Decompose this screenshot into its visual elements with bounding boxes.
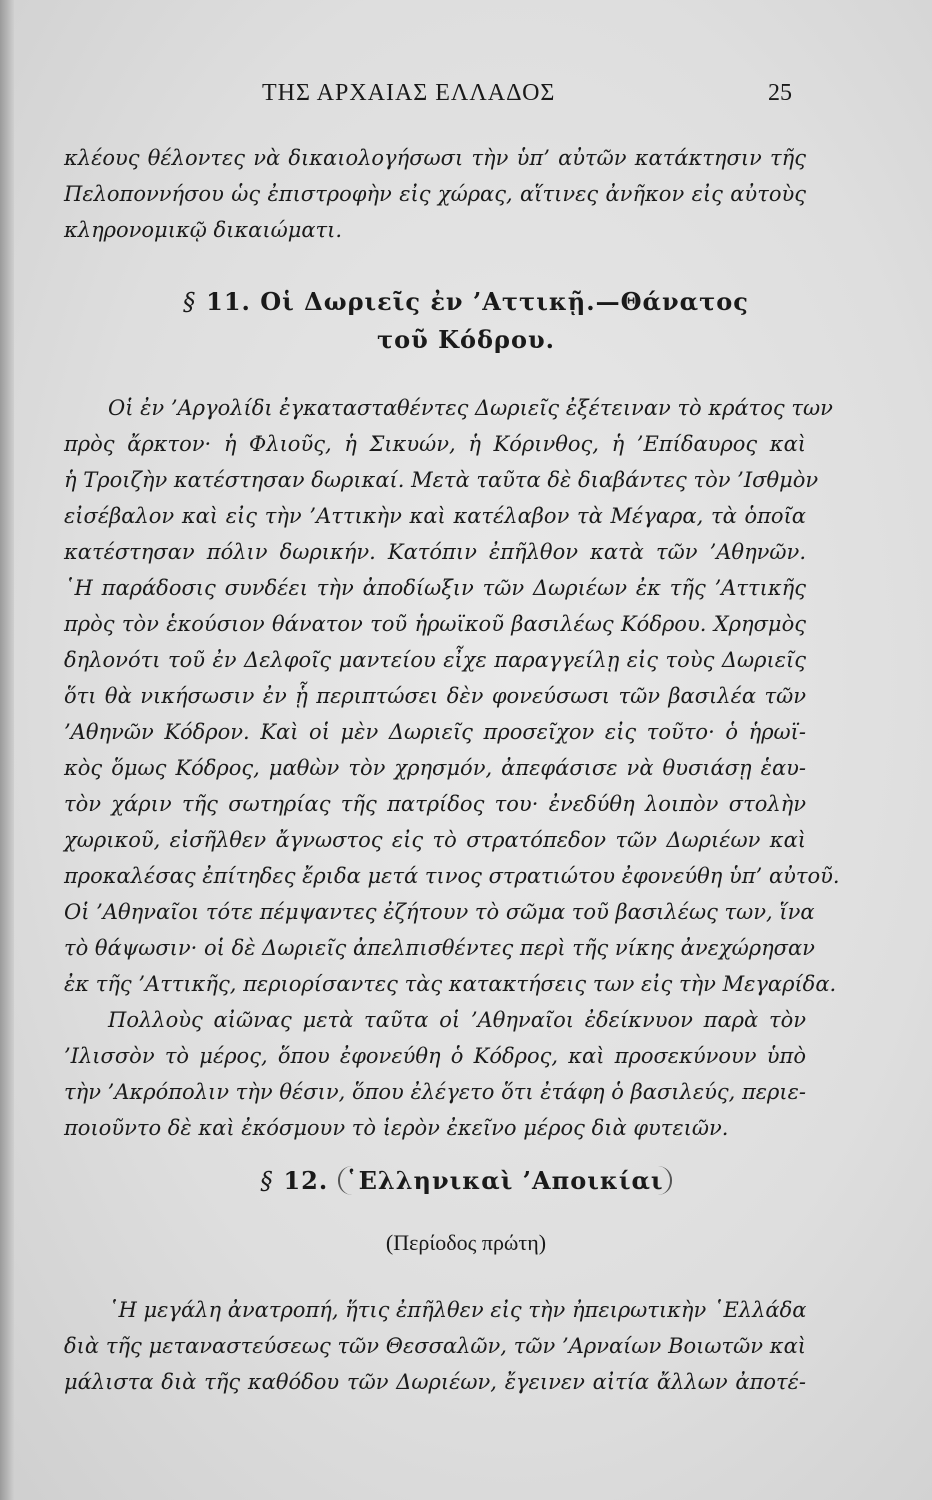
text-line: κὸς ὅμως Κόδρος, μαθὼν τὸν χρησμόν, ἀπεφάσισε νὰ θυσιάσῃ ἑαυ- (64, 756, 806, 780)
text-line: ῾Η μεγάλη ἀνατροπή, ἥτις ἐπῆλθεν εἰς τὴν ἠπειρωτικὴν ῾Ελλάδα (108, 1298, 807, 1322)
running-title: ΤΗΣ ΑΡΧΑΙΑΣ ΕΛΛΑΔΟΣ (262, 80, 556, 106)
page-number: 25 (768, 80, 792, 106)
text-line: χωρικοῦ, εἰσῆλθεν ἄγνωστος εἰς τὸ στρατόπεδον τῶν Δωριέων καὶ (64, 828, 806, 852)
text-line: κατέστησαν πόλιν δωρικήν. Κατόπιν ἐπῆλθον κατὰ τῶν ’Αθηνῶν. (64, 540, 806, 564)
text-line: ’Ιλισσὸν τὸ μέρος, ὅπου ἐφονεύθη ὁ Κόδρος, καὶ προσεκύνουν ὑπὸ (64, 1044, 806, 1068)
text-line: κληρονομικῷ δικαιώματι. (64, 218, 343, 242)
text-line: τὴν ’Ακρόπολιν τὴν θέσιν, ὅπου ἐλέγετο ὅτι ἐτάφη ὁ βασιλεύς, περιε- (64, 1080, 806, 1104)
text-line: ποιοῦντο δὲ καὶ ἐκόσμουν τὸ ἱερὸν ἐκεῖνο μέρος διὰ φυτειῶν. (64, 1116, 729, 1140)
section-sign: § (183, 288, 197, 316)
section-sign: § (260, 1167, 274, 1195)
section-12-subtitle: (Περίοδος πρώτη) (385, 1230, 547, 1255)
section-12-number: 12. (283, 1166, 329, 1195)
text-line: διὰ τῆς μεταναστεύσεως τῶν Θεσσαλῶν, τῶν ’Αρναίων Βοιωτῶν καὶ (64, 1334, 806, 1358)
paragraph-section-12 (64, 1292, 806, 1400)
section-12-title: ῾Ελληνικαὶ ’Αποικίαι (338, 1166, 672, 1195)
text-line: δηλονότι τοῦ ἐν Δελφοῖς μαντείου εἶχε παραγγείλῃ εἰς τοὺς Δωριεῖς (64, 648, 806, 672)
section-11-title-line1: 11. Οἱ Δωριεῖς ἐν ’Αττικῇ.—Θάνατος (206, 287, 749, 316)
section-11-title-line2: τοῦ Κόδρου. (376, 325, 555, 354)
section-12-heading (0, 1166, 932, 1195)
text-line: ἐκ τῆς ’Αττικῆς, περιορίσαντες τὰς κατακτήσεις των εἰς τὴν Μεγαρίδα. (64, 972, 837, 996)
text-line: ῾Η παράδοσις συνδέει τὴν ἀποδίωξιν τῶν Δωριέων ἐκ τῆς ’Αττικῆς (64, 576, 806, 600)
text-line: Οἱ ἐν ’Αργολίδι ἐγκατασταθέντες Δωριεῖς ἐξέτειναν τὸ κράτος των (108, 396, 833, 420)
text-line: τὸ θάψωσιν· οἱ δὲ Δωριεῖς ἀπελπισθέντες περὶ τῆς νίκης ἀνεχώρησαν (64, 936, 815, 960)
page-spine-shadow (0, 0, 14, 1500)
text-line: ὅτι θὰ νικήσωσιν ἐν ᾗ περιπτώσει δὲν φονεύσωσι τῶν βασιλέα τῶν (64, 684, 806, 708)
text-line: Οἱ ’Αθηναῖοι τότε πέμψαντες ἐζήτουν τὸ σῶμα τοῦ βασιλέως των, ἵνα (64, 900, 815, 924)
text-line: προκαλέσας ἐπίτηδες ἔριδα μετά τινος στρατιώτου ἐφονεύθη ὑπ’ αὐτοῦ. (64, 864, 840, 888)
text-line: πρὸς τὸν ἑκούσιον θάνατον τοῦ ἡρωϊκοῦ βασιλέως Κόδρου. Χρησμὸς (64, 612, 806, 636)
section-11-heading (0, 287, 932, 316)
text-line: μάλιστα διὰ τῆς καθόδου τῶν Δωριέων, ἔγεινεν αἰτία ἄλλων ἀποτέ- (64, 1370, 806, 1394)
running-head (0, 80, 932, 120)
text-line: ἡ Τροιζὴν κατέστησαν δωρικαί. Μετὰ ταῦτα δὲ διαβάντες τὸν ’Ισθμὸν (64, 468, 819, 492)
text-line: Πολλοὺς αἰῶνας μετὰ ταῦτα οἱ ’Αθηναῖοι ἐδείκνυον παρὰ τὸν (108, 1008, 806, 1032)
text-line: κλέους θέλοντες νὰ δικαιολογήσωσι τὴν ὑπ’ αὐτῶν κατάκτησιν τῆς (64, 146, 806, 170)
paragraph-section-11 (64, 390, 840, 1146)
text-line: ’Αθηνῶν Κόδρον. Καὶ οἱ μὲν Δωριεῖς προσεῖχον εἰς τοῦτο· ὁ ἡρωϊ- (64, 720, 806, 744)
paragraph-continuation (64, 140, 806, 248)
text-line: πρὸς ἄρκτον· ἡ Φλιοῦς, ἡ Σικυών, ἡ Κόρινθος, ἡ ’Επίδαυρος καὶ (64, 432, 806, 456)
section-11-heading-line2 (0, 325, 932, 354)
text-line: εἰσέβαλον καὶ εἰς τὴν ’Αττικὴν καὶ κατέλαβον τὰ Μέγαρα, τὰ ὁποῖα (64, 504, 806, 528)
text-line: τὸν χάριν τῆς σωτηρίας τῆς πατρίδος του· ἐνεδύθη λοιπὸν στολὴν (64, 792, 806, 816)
text-line: Πελοποννήσου ὡς ἐπιστροφὴν εἰς χώρας, αἵτινες ἀνῆκον εἰς αὐτοὺς (64, 182, 806, 206)
